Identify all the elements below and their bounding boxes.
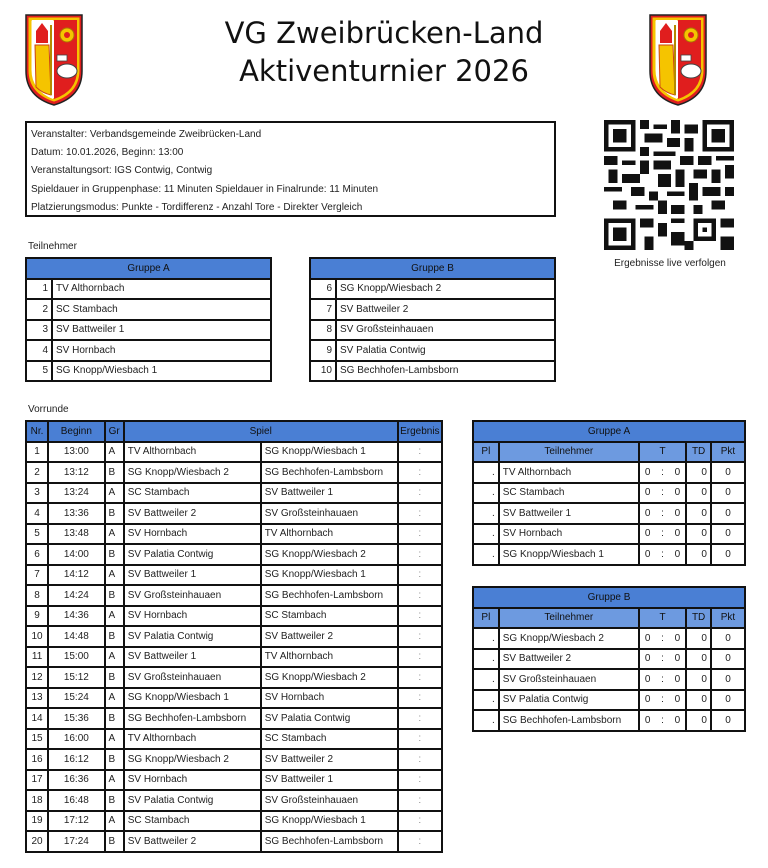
participant-row: 4 SV Hornbach xyxy=(26,340,271,361)
match-away: SG Knopp/Wiesbach 2 xyxy=(261,544,398,565)
col-t: T xyxy=(639,442,686,463)
col-ergebnis: Ergebnis xyxy=(398,421,442,442)
match-nr: 16 xyxy=(26,749,48,770)
col-nr: Nr. xyxy=(26,421,48,442)
match-home: SV Hornbach xyxy=(124,770,261,791)
match-group: B xyxy=(105,667,124,688)
match-row xyxy=(26,585,442,606)
match-away: SV Großsteinhauaen xyxy=(261,790,398,811)
standing-goal-diff: 0 xyxy=(686,710,711,731)
match-away: SV Großsteinhauaen xyxy=(261,503,398,524)
match-result[interactable]: : xyxy=(398,729,442,750)
match-nr: 7 xyxy=(26,565,48,586)
match-away: SG Knopp/Wiesbach 1 xyxy=(261,565,398,586)
match-result[interactable]: : xyxy=(398,544,442,565)
standing-goal-diff: 0 xyxy=(686,462,711,483)
standings-group-a xyxy=(472,420,746,566)
match-row xyxy=(26,483,442,504)
match-group: B xyxy=(105,544,124,565)
info-date: Datum: 10.01.2026, Beginn: 13:00 xyxy=(31,147,184,159)
match-group: B xyxy=(105,585,124,606)
match-group: A xyxy=(105,729,124,750)
match-group: A xyxy=(105,770,124,791)
standing-place: . xyxy=(473,690,499,711)
match-group: A xyxy=(105,688,124,709)
standing-points: 0 xyxy=(711,669,745,690)
match-row xyxy=(26,647,442,668)
match-row xyxy=(26,831,442,852)
standing-points: 0 xyxy=(711,649,745,670)
match-row xyxy=(26,811,442,832)
standing-place: . xyxy=(473,710,499,731)
match-group: B xyxy=(105,503,124,524)
participant-row: 1 TV Althornbach xyxy=(26,279,271,300)
schedule-label: Vorrunde xyxy=(28,404,69,415)
match-home: TV Althornbach xyxy=(124,442,261,463)
standing-points: 0 xyxy=(711,628,745,649)
standing-points: 0 xyxy=(711,710,745,731)
info-ranking-mode: Platzierungsmodus: Punkte - Tordifferenz - Anzahl Tore - Direkter Vergleich xyxy=(31,201,363,213)
participant-row: 2 SC Stambach xyxy=(26,299,271,320)
title-line-1: VG Zweibrücken-Land xyxy=(224,16,544,50)
match-row xyxy=(26,544,442,565)
match-time: 13:48 xyxy=(48,524,104,545)
col-td: TD xyxy=(686,442,711,463)
match-away: TV Althornbach xyxy=(261,524,398,545)
standing-place: . xyxy=(473,483,499,504)
match-nr: 13 xyxy=(26,688,48,709)
match-nr: 3 xyxy=(26,483,48,504)
match-result[interactable]: : xyxy=(398,831,442,852)
match-time: 14:24 xyxy=(48,585,104,606)
col-beginn: Beginn xyxy=(48,421,104,442)
match-row xyxy=(26,606,442,627)
match-home: TV Althornbach xyxy=(124,729,261,750)
match-row xyxy=(26,524,442,545)
match-group: A xyxy=(105,811,124,832)
match-away: SC Stambach xyxy=(261,729,398,750)
standing-place: . xyxy=(473,649,499,670)
standing-goal-diff: 0 xyxy=(686,649,711,670)
match-nr: 14 xyxy=(26,708,48,729)
match-time: 14:48 xyxy=(48,626,104,647)
participants-group-b xyxy=(309,257,556,382)
standings-row xyxy=(473,503,745,524)
standing-points: 0 xyxy=(711,483,745,504)
title-line-2: Aktiventurnier 2026 xyxy=(239,54,529,88)
match-nr: 2 xyxy=(26,462,48,483)
match-nr: 4 xyxy=(26,503,48,524)
col-spiel: Spiel xyxy=(124,421,398,442)
match-row xyxy=(26,729,442,750)
match-result[interactable]: : xyxy=(398,606,442,627)
standing-goals: 0 : 0 xyxy=(639,628,686,649)
standing-team: SG Bechhofen-Lambsborn xyxy=(499,710,639,731)
match-away: SV Battweiler 2 xyxy=(261,626,398,647)
participant-row: 8 SV Großsteinhauaen xyxy=(310,320,555,341)
standing-goal-diff: 0 xyxy=(686,483,711,504)
match-home: SV Palatia Contwig xyxy=(124,790,261,811)
coat-of-arms-icon xyxy=(648,13,708,107)
group-b-header: Gruppe B xyxy=(310,258,555,279)
standings-row xyxy=(473,483,745,504)
match-away: SG Bechhofen-Lambsborn xyxy=(261,462,398,483)
col-t: T xyxy=(639,608,686,629)
col-team: Teilnehmer xyxy=(499,442,639,463)
standing-team: TV Althornbach xyxy=(499,462,639,483)
col-pkt: Pkt xyxy=(711,442,745,463)
match-home: SG Knopp/Wiesbach 1 xyxy=(124,688,261,709)
match-nr: 20 xyxy=(26,831,48,852)
match-result[interactable]: : xyxy=(398,626,442,647)
match-nr: 10 xyxy=(26,626,48,647)
match-group: B xyxy=(105,626,124,647)
standing-goals: 0 : 0 xyxy=(639,483,686,504)
standing-team: SV Hornbach xyxy=(499,524,639,545)
qr-caption: Ergebnisse live verfolgen xyxy=(614,258,726,269)
match-home: SV Hornbach xyxy=(124,524,261,545)
match-time: 14:36 xyxy=(48,606,104,627)
match-away: SG Knopp/Wiesbach 2 xyxy=(261,667,398,688)
page-title xyxy=(130,14,638,90)
standing-goals: 0 : 0 xyxy=(639,503,686,524)
match-home: SG Knopp/Wiesbach 2 xyxy=(124,749,261,770)
col-td: TD xyxy=(686,608,711,629)
participant-row: 9 SV Palatia Contwig xyxy=(310,340,555,361)
participant-row: 6 SG Knopp/Wiesbach 2 xyxy=(310,279,555,300)
participant-row: 7 SV Battweiler 2 xyxy=(310,299,555,320)
standing-team: SV Battweiler 2 xyxy=(499,649,639,670)
standing-goal-diff: 0 xyxy=(686,503,711,524)
match-row xyxy=(26,770,442,791)
schedule-table xyxy=(25,420,443,853)
standing-team: SV Palatia Contwig xyxy=(499,690,639,711)
standings-row xyxy=(473,669,745,690)
participant-row: 5 SG Knopp/Wiesbach 1 xyxy=(26,361,271,382)
match-result[interactable]: : xyxy=(398,565,442,586)
col-pl: Pl xyxy=(473,442,499,463)
match-result[interactable]: : xyxy=(398,647,442,668)
match-result[interactable]: : xyxy=(398,667,442,688)
match-time: 13:36 xyxy=(48,503,104,524)
match-nr: 19 xyxy=(26,811,48,832)
coat-of-arms-icon xyxy=(24,13,84,107)
match-away: SV Battweiler 1 xyxy=(261,770,398,791)
standings-b-title: Gruppe B xyxy=(473,587,745,608)
match-nr: 9 xyxy=(26,606,48,627)
match-away: SG Bechhofen-Lambsborn xyxy=(261,585,398,606)
col-pkt: Pkt xyxy=(711,608,745,629)
standing-goals: 0 : 0 xyxy=(639,649,686,670)
match-result[interactable]: : xyxy=(398,688,442,709)
standing-goal-diff: 0 xyxy=(686,690,711,711)
match-time: 14:00 xyxy=(48,544,104,565)
match-away: SG Knopp/Wiesbach 1 xyxy=(261,811,398,832)
match-home: SV Großsteinhauaen xyxy=(124,667,261,688)
match-home: SV Battweiler 2 xyxy=(124,831,261,852)
match-row xyxy=(26,462,442,483)
match-group: B xyxy=(105,790,124,811)
match-time: 13:12 xyxy=(48,462,104,483)
match-group: A xyxy=(105,647,124,668)
match-time: 13:24 xyxy=(48,483,104,504)
standings-row xyxy=(473,628,745,649)
match-home: SV Palatia Contwig xyxy=(124,544,261,565)
standing-place: . xyxy=(473,628,499,649)
match-result[interactable]: : xyxy=(398,503,442,524)
match-row xyxy=(26,667,442,688)
match-nr: 18 xyxy=(26,790,48,811)
standing-points: 0 xyxy=(711,544,745,565)
match-nr: 12 xyxy=(26,667,48,688)
match-result[interactable]: : xyxy=(398,749,442,770)
match-result[interactable]: : xyxy=(398,585,442,606)
standing-points: 0 xyxy=(711,503,745,524)
match-result[interactable]: : xyxy=(398,462,442,483)
match-group: A xyxy=(105,606,124,627)
match-away: SV Battweiler 2 xyxy=(261,749,398,770)
match-time: 15:36 xyxy=(48,708,104,729)
match-home: SV Hornbach xyxy=(124,606,261,627)
match-group: B xyxy=(105,749,124,770)
match-time: 17:24 xyxy=(48,831,104,852)
standing-goals: 0 : 0 xyxy=(639,462,686,483)
standing-goal-diff: 0 xyxy=(686,524,711,545)
standing-goal-diff: 0 xyxy=(686,628,711,649)
match-time: 16:12 xyxy=(48,749,104,770)
match-row xyxy=(26,626,442,647)
match-nr: 6 xyxy=(26,544,48,565)
standing-place: . xyxy=(473,462,499,483)
standing-place: . xyxy=(473,544,499,565)
standing-goals: 0 : 0 xyxy=(639,669,686,690)
standing-points: 0 xyxy=(711,690,745,711)
match-away: SG Bechhofen-Lambsborn xyxy=(261,831,398,852)
match-result[interactable]: : xyxy=(398,442,442,463)
match-home: SV Palatia Contwig xyxy=(124,626,261,647)
match-away: SV Palatia Contwig xyxy=(261,708,398,729)
standing-goal-diff: 0 xyxy=(686,544,711,565)
standings-row xyxy=(473,462,745,483)
match-row xyxy=(26,503,442,524)
standings-row xyxy=(473,649,745,670)
standings-row xyxy=(473,710,745,731)
match-away: SG Knopp/Wiesbach 1 xyxy=(261,442,398,463)
standings-row xyxy=(473,524,745,545)
match-group: A xyxy=(105,442,124,463)
match-result[interactable]: : xyxy=(398,790,442,811)
match-row xyxy=(26,708,442,729)
match-result[interactable]: : xyxy=(398,483,442,504)
info-duration: Spieldauer in Gruppenphase: 11 Minuten Spieldauer in Finalrunde: 11 Minuten xyxy=(31,183,379,195)
match-row xyxy=(26,442,442,463)
match-away: TV Althornbach xyxy=(261,647,398,668)
match-nr: 11 xyxy=(26,647,48,668)
participant-row: 3 SV Battweiler 1 xyxy=(26,320,271,341)
standing-points: 0 xyxy=(711,524,745,545)
info-organizer: Veranstalter: Verbandsgemeinde Zweibrücken-Land xyxy=(31,129,262,140)
standings-row xyxy=(473,544,745,565)
match-time: 17:12 xyxy=(48,811,104,832)
standing-points: 0 xyxy=(711,462,745,483)
match-nr: 15 xyxy=(26,729,48,750)
participants-group-a xyxy=(25,257,272,382)
match-home: SV Battweiler 1 xyxy=(124,565,261,586)
match-group: B xyxy=(105,462,124,483)
match-row xyxy=(26,790,442,811)
col-gr: Gr xyxy=(105,421,124,442)
match-home: SC Stambach xyxy=(124,811,261,832)
standing-team: SV Battweiler 1 xyxy=(499,503,639,524)
match-row xyxy=(26,749,442,770)
match-time: 15:24 xyxy=(48,688,104,709)
standing-goals: 0 : 0 xyxy=(639,710,686,731)
match-row xyxy=(26,688,442,709)
group-a-header: Gruppe A xyxy=(26,258,271,279)
standing-place: . xyxy=(473,503,499,524)
match-group: A xyxy=(105,565,124,586)
match-away: SV Battweiler 1 xyxy=(261,483,398,504)
match-time: 16:36 xyxy=(48,770,104,791)
match-time: 13:00 xyxy=(48,442,104,463)
participants-label: Teilnehmer xyxy=(28,241,77,252)
standing-team: SV Großsteinhauaen xyxy=(499,669,639,690)
standing-goals: 0 : 0 xyxy=(639,690,686,711)
standings-a-title: Gruppe A xyxy=(473,421,745,442)
match-home: SG Bechhofen-Lambsborn xyxy=(124,708,261,729)
match-away: SC Stambach xyxy=(261,606,398,627)
match-nr: 17 xyxy=(26,770,48,791)
match-group: B xyxy=(105,831,124,852)
participant-row: 10 SG Bechhofen-Lambsborn xyxy=(310,361,555,382)
match-home: SC Stambach xyxy=(124,483,261,504)
standing-place: . xyxy=(473,669,499,690)
match-time: 15:12 xyxy=(48,667,104,688)
standing-team: SG Knopp/Wiesbach 2 xyxy=(499,628,639,649)
match-result[interactable]: : xyxy=(398,770,442,791)
match-result[interactable]: : xyxy=(398,811,442,832)
col-team: Teilnehmer xyxy=(499,608,639,629)
standing-place: . xyxy=(473,524,499,545)
standings-row xyxy=(473,690,745,711)
standing-goals: 0 : 0 xyxy=(639,544,686,565)
match-home: SV Großsteinhauaen xyxy=(124,585,261,606)
match-away: SV Hornbach xyxy=(261,688,398,709)
match-nr: 5 xyxy=(26,524,48,545)
standing-team: SG Knopp/Wiesbach 1 xyxy=(499,544,639,565)
standings-group-b xyxy=(472,586,746,732)
match-group: B xyxy=(105,708,124,729)
info-venue: Veranstaltungsort: IGS Contwig, Contwig xyxy=(31,165,213,177)
match-nr: 1 xyxy=(26,442,48,463)
event-info-box xyxy=(25,121,556,217)
standing-goals: 0 : 0 xyxy=(639,524,686,545)
match-group: A xyxy=(105,483,124,504)
match-time: 15:00 xyxy=(48,647,104,668)
match-result[interactable]: : xyxy=(398,524,442,545)
match-home: SG Knopp/Wiesbach 2 xyxy=(124,462,261,483)
match-group: A xyxy=(105,524,124,545)
match-row xyxy=(26,565,442,586)
match-time: 16:48 xyxy=(48,790,104,811)
match-time: 14:12 xyxy=(48,565,104,586)
qr-code-icon[interactable] xyxy=(604,120,734,250)
match-nr: 8 xyxy=(26,585,48,606)
match-time: 16:00 xyxy=(48,729,104,750)
match-home: SV Battweiler 2 xyxy=(124,503,261,524)
standing-goal-diff: 0 xyxy=(686,669,711,690)
standing-team: SC Stambach xyxy=(499,483,639,504)
match-home: SV Battweiler 1 xyxy=(124,647,261,668)
col-pl: Pl xyxy=(473,608,499,629)
match-result[interactable]: : xyxy=(398,708,442,729)
